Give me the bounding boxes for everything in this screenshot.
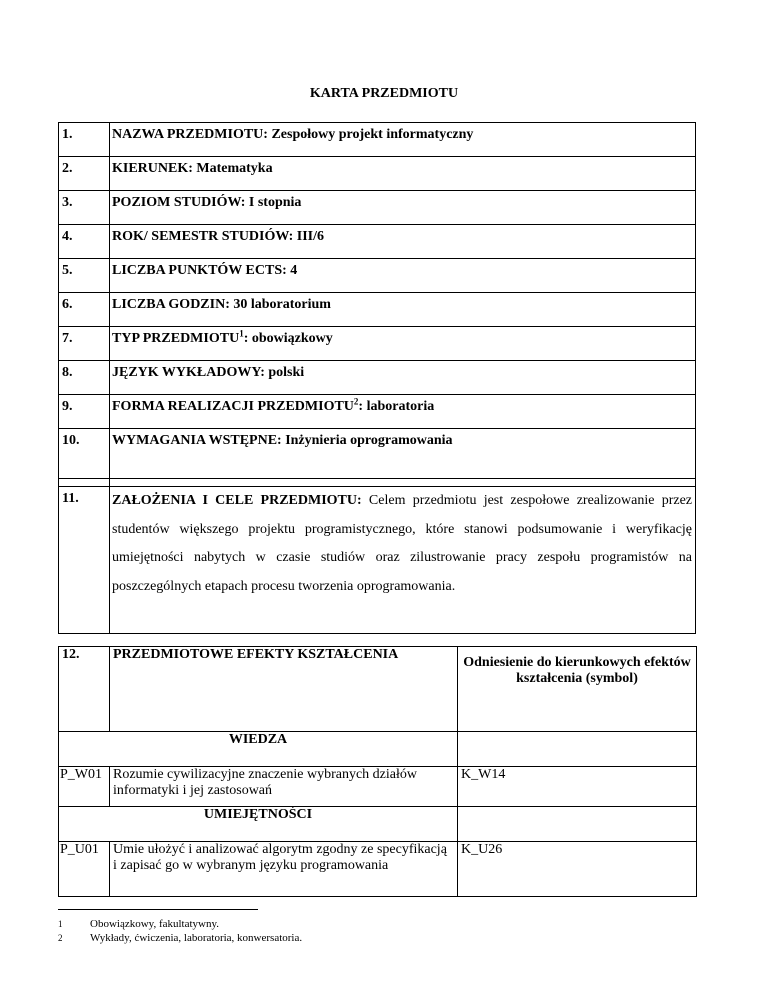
table-row <box>59 767 697 807</box>
row-number: 7. <box>59 327 110 361</box>
goals-text: Celem przedmiotu jest zespołowe zrealizowanie przez studentów większego projektu programistycznego, które stanowi podsumowanie i weryfikację umiejętności nabytych w czasie studiów oraz zilustrowanie pracy zespołu programistów na poszczególnych etapach procesu tworzenia oprogramowania. <box>112 493 692 594</box>
prerequisites: WYMAGANIA WSTĘPNE: Inżynieria oprogramowania <box>110 429 696 479</box>
row-number: 5. <box>59 259 110 293</box>
table-spacer <box>59 479 696 487</box>
course-type <box>110 327 696 361</box>
info-row <box>59 225 696 259</box>
course-goals <box>110 487 696 634</box>
footnote-divider <box>58 909 258 910</box>
footnote-mark: 1 <box>58 919 63 929</box>
row-number: 12. <box>59 647 110 732</box>
delivery-form <box>110 395 696 429</box>
table-row <box>59 842 697 897</box>
row-number: 3. <box>59 191 110 225</box>
course-name: NAZWA PRZEDMIOTU: Zespołowy projekt informatyczny <box>110 123 696 157</box>
teaching-language: JĘZYK WYKŁADOWY: polski <box>110 361 696 395</box>
hours-count: LICZBA GODZIN: 30 laboratorium <box>110 293 696 327</box>
outcomes-header-row <box>59 647 697 732</box>
footnote-text: Obowiązkowy, fakultatywny. <box>90 918 220 930</box>
delivery-form-label: FORMA REALIZACJI PRZEDMIOTU <box>112 399 354 414</box>
goals-paragraph <box>112 487 692 601</box>
delivery-form-value: : laboratoria <box>358 399 435 414</box>
info-row <box>59 157 696 191</box>
row-number: 10. <box>59 429 110 479</box>
row-number: 1. <box>59 123 110 157</box>
outcome-description: Rozumie cywilizacyjne znaczenie wybranych działów informatyki i jej zastosowań <box>110 767 458 807</box>
outcomes-header: PRZEDMIOTOWE EFEKTY KSZTAŁCENIA <box>110 647 458 732</box>
info-row <box>59 361 696 395</box>
info-row <box>59 123 696 157</box>
section-title-knowledge: WIEDZA <box>59 732 458 767</box>
info-row <box>59 395 696 429</box>
section-row <box>59 807 697 842</box>
field-of-study: KIERUNEK: Matematyka <box>110 157 696 191</box>
footnote-mark: 2 <box>58 933 63 943</box>
info-row <box>59 293 696 327</box>
footnote-text: Wykłady, ćwiczenia, laboratoria, konwersatoria. <box>90 932 303 944</box>
outcome-reference: K_U26 <box>458 842 697 897</box>
ects-points: LICZBA PUNKTÓW ECTS: 4 <box>110 259 696 293</box>
info-row <box>59 191 696 225</box>
course-type-label: TYP PRZEDMIOTU <box>112 331 240 346</box>
footnote-ref[interactable]: 2 <box>353 396 359 407</box>
info-row <box>59 259 696 293</box>
year-semester: ROK/ SEMESTR STUDIÓW: III/6 <box>110 225 696 259</box>
outcome-description: Umie ułożyć i analizować algorytm zgodny ze specyfikacją i zapisać go w wybranym języku programowania <box>110 842 458 897</box>
section-title-skills: UMIEJĘTNOŚCI <box>59 807 458 842</box>
goals-label: ZAŁOŻENIA I CELE PRZEDMIOTU: <box>112 493 362 508</box>
footnote <box>58 917 302 931</box>
section-row <box>59 732 697 767</box>
footnote <box>58 931 302 945</box>
course-type-value: : obowiązkowy <box>243 331 333 346</box>
study-level: POZIOM STUDIÓW: I stopnia <box>110 191 696 225</box>
footnotes <box>58 917 302 945</box>
row-number: 9. <box>59 395 110 429</box>
section-spacer <box>458 807 697 842</box>
footnote-ref[interactable]: 1 <box>239 328 244 339</box>
outcome-code: P_U01 <box>59 842 110 897</box>
row-number: 6. <box>59 293 110 327</box>
info-row <box>59 487 696 634</box>
learning-outcomes-table <box>58 646 697 897</box>
row-number: 11. <box>59 487 110 634</box>
info-row <box>59 429 696 479</box>
document-title: KARTA PRZEDMIOTU <box>309 86 459 101</box>
outcome-reference: K_W14 <box>458 767 697 807</box>
outcome-code: P_W01 <box>59 767 110 807</box>
reference-header: Odniesienie do kierunkowych efektów kształcenia (symbol) <box>458 647 697 732</box>
course-info-table <box>58 122 696 634</box>
info-row <box>59 327 696 361</box>
row-number: 4. <box>59 225 110 259</box>
row-number: 8. <box>59 361 110 395</box>
row-number: 2. <box>59 157 110 191</box>
section-spacer <box>458 732 697 767</box>
